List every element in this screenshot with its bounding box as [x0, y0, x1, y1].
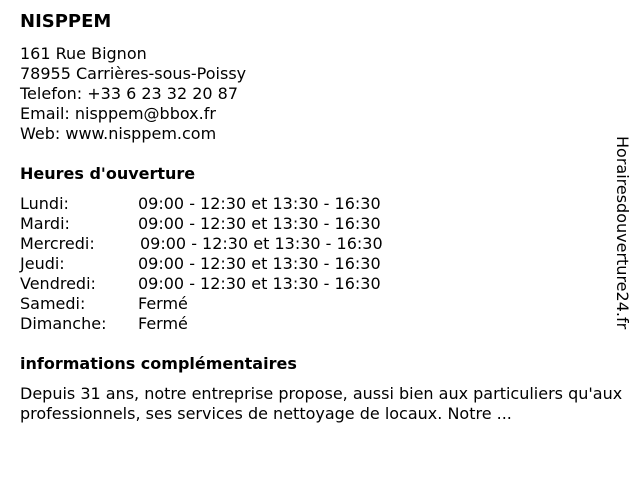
phone-line: Telefon: +33 6 23 32 20 87	[20, 84, 239, 103]
day-label: Mercredi:	[20, 234, 95, 253]
day-hours: Fermé	[138, 314, 188, 333]
day-label: Jeudi:	[20, 254, 65, 273]
day-label: Samedi:	[20, 294, 86, 313]
web-line: Web: www.nisppem.com	[20, 124, 217, 143]
business-name: NISPPEM	[20, 11, 112, 32]
day-hours: 09:00 - 12:30 et 13:30 - 16:30	[138, 214, 381, 233]
address-street: 161 Rue Bignon	[20, 44, 147, 63]
day-label: Mardi:	[20, 214, 70, 233]
day-hours: 09:00 - 12:30 et 13:30 - 16:30	[140, 234, 383, 253]
day-hours: 09:00 - 12:30 et 13:30 - 16:30	[138, 254, 381, 273]
email-line: Email: nisppem@bbox.fr	[20, 104, 216, 123]
day-label: Vendredi:	[20, 274, 96, 293]
hours-heading: Heures d'ouverture	[20, 164, 196, 183]
site-watermark	[612, 136, 632, 346]
day-label: Lundi:	[20, 194, 69, 213]
day-hours: 09:00 - 12:30 et 13:30 - 16:30	[138, 274, 381, 293]
day-hours: 09:00 - 12:30 et 13:30 - 16:30	[138, 194, 381, 213]
contact-block	[20, 44, 246, 144]
watermark-text: Horairesdouverture24.fr	[613, 136, 632, 330]
day-hours: Fermé	[138, 294, 188, 313]
info-heading: informations complémentaires	[20, 354, 297, 373]
business-description: Depuis 31 ans, notre entreprise propose, aussi bien aux particuliers qu'aux professionnels, ses services de nettoyage de locaux. Notre ...	[20, 384, 623, 423]
address-city: 78955 Carrières-sous-Poissy	[20, 64, 247, 83]
day-label: Dimanche:	[20, 314, 107, 333]
